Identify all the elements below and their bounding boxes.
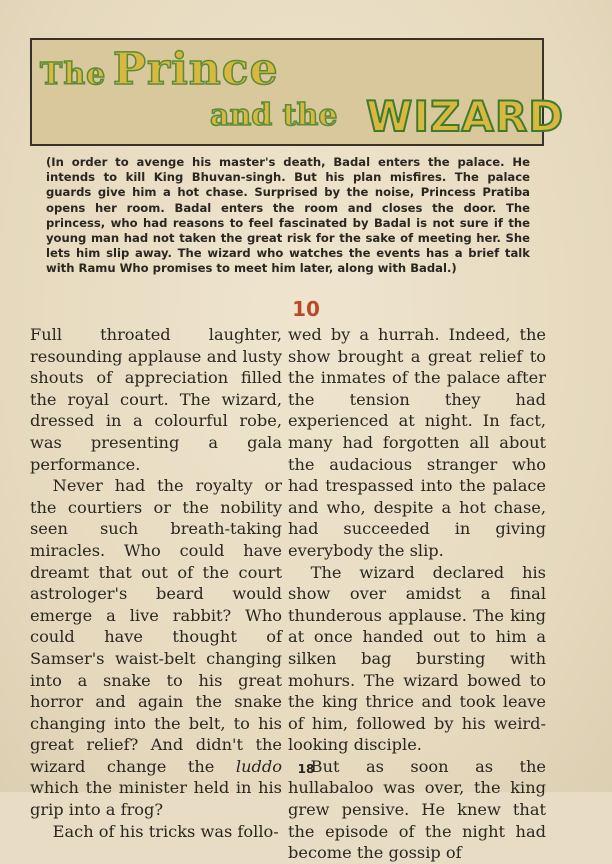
story-synopsis: (In order to avenge his master's death, Badal enters the palace. He intends to kill King Bhuvan-singh. But his plan misfires. The palace guards give him a hot chase. Surprised by the noise, Princess Pratiba opens her room. Badal enters the room and closes the door. The princess, who had reasons to feel fascinated by Badal is not sure if the young man had not taken the great risk for the sake of meeting her. She lets him slip away. The wizard who watches the events has a brief talk with Ramu Who promises to meet him later, along with Badal.): [46, 155, 530, 276]
paragraph-text: Never had the royalty or the courtiers or the nobility seen such breath-taking miracles. Who could have dreamt that out of the court astrologer's beard would emerge a live rabbit? Who could have thought of Samser's waist-belt changing into a snake to his great horror and again the snake changing into the belt, to his great relief? And didn't the wizard change the: [30, 476, 282, 776]
paragraph: wed by a hurrah. Indeed, the show brought a great relief to the inmates of the palace after the tension they had experienced at night. In fact, many had forgotten all about the audacious stranger who had trespassed into the palace and who, despite a hot chase, had succeeded in giving everybody the slip.: [288, 325, 546, 560]
italic-word: luddo: [235, 756, 282, 776]
chapter-number: 10: [292, 297, 320, 321]
page-number: 18: [297, 762, 315, 776]
paragraph: But as soon as the hullabaloo was over, the king grew pensive. He knew that the episode of the night had become the gossip of: [288, 756, 546, 863]
paragraph: Full throated laughter, resounding applause and lusty shouts of appreciation filled the royal court. The wizard, dressed in a colourful robe, was presenting a gala performance.: [30, 325, 282, 474]
title-and-the: and the: [210, 98, 338, 133]
text-column-right: [288, 324, 546, 864]
paragraph-text: which the minister held in his grip into a frog?: [30, 778, 282, 820]
title-word-the: The: [40, 57, 107, 92]
title-word-prince: Prince: [112, 44, 279, 95]
title-word-wizard: WIZARD: [366, 92, 565, 141]
paragraph: The wizard declared his show over amidst a final thunderous applause. The king at once handed out to him a silken bag bursting with mohurs. The wizard bowed to the king thrice and took leave of him, followed by his weird-looking disciple.: [288, 562, 546, 755]
title-banner: [30, 38, 565, 146]
title-the-prince: [40, 44, 279, 95]
paragraph: Each of his tricks was follo-: [52, 821, 279, 841]
